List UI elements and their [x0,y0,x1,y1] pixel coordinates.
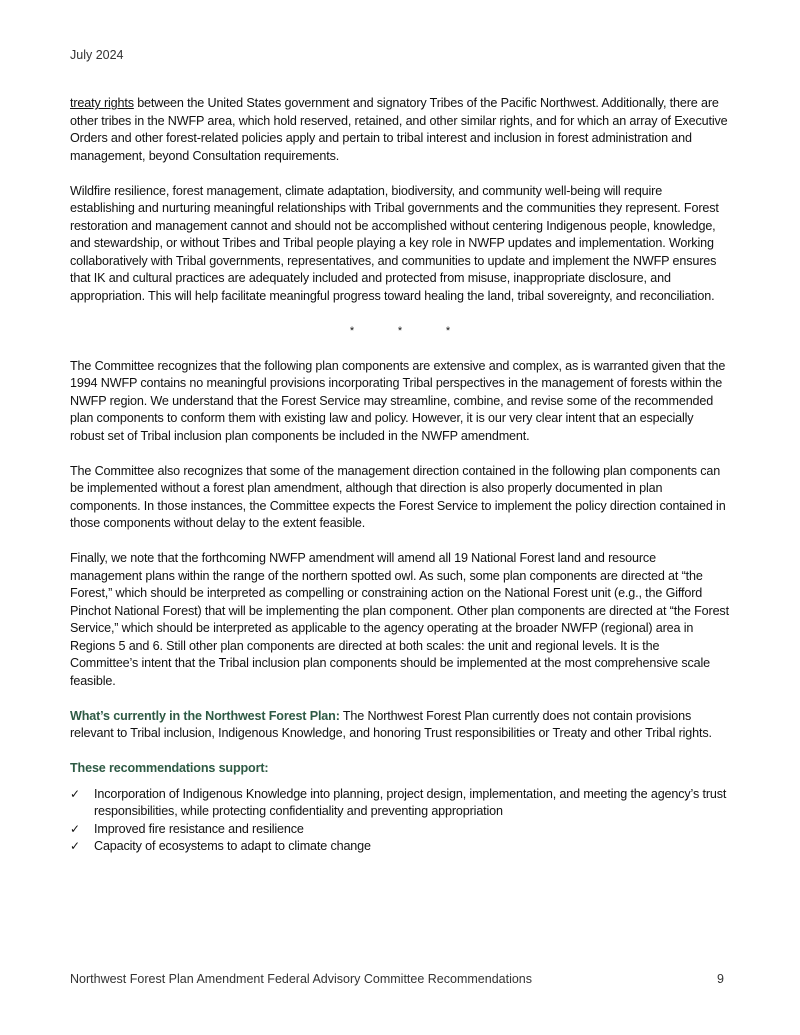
paragraph-treaty-rights [70,95,730,165]
paragraph-text: between the United States government and signatory Tribes of the Pacific Northwest. Additionally, there are other tribes in the NWFP area, which hold reserved, retained, and other similar rights, and for which an array of Executive Orders and other forest-related policies apply and pertain to tribal interest and inclusion in forest administration and management, beyond Consultation requirements. [70,96,728,163]
page-header-date: July 2024 [70,48,124,62]
treaty-rights-link[interactable]: treaty rights [70,96,134,110]
list-item-text: Incorporation of Indigenous Knowledge into planning, project design, implementation, and meeting the agency’s trust responsibilities, while protecting confidentiality and preventing appropriation [94,786,727,818]
list-item [70,821,730,839]
checkmark-icon: ✓ [70,821,80,836]
separator-asterisk: * [349,324,355,337]
supports-list [70,786,730,856]
page-footer [70,972,724,986]
current-plan-text: The Northwest Forest Plan currently does not contain provisions relevant to Tribal inclusion, Indigenous Knowledge, and honoring Trust responsibilities or Treaty and other Tribal rights. [70,708,712,740]
paragraph-wildfire-resilience: Wildfire resilience, forest management, climate adaptation, biodiversity, and community well-being will require establishing and nurturing meaningful relationships with Tribal governments and the communities they represent. Forest restoration and management cannot and should not be accomplished without centering Indigenous people, knowledge, and stewardship, or without Tribes and Tribal people playing a key role in NWFP updates and implementation. Working collaboratively with Tribal governments, representatives, and communities to update and implement the NWFP ensures that IK and cultural practices are adequately included and protected from misuse, inappropriate disclosure, and appropriation. This will help facilitate meaningful progress toward healing the land, tribal sovereignty, and reconciliation. [70,183,719,303]
checkmark-icon: ✓ [70,839,80,853]
paragraph-committee-recognizes: The Committee recognizes that the following plan components are extensive and complex, as is warranted given that the 1994 NWFP contains no meaningful provisions incorporating Tribal perspectives in the management of forests within the NWFP region. We understand that the Forest Service may streamline, combine, and revise some of the recommended plan components to conform them with existing law and policy. However, it is our very clear intent that an especially robust set of Tribal inclusion plan components be included in the NWFP amendment. [70,358,726,443]
current-plan-section [70,708,730,743]
page-number: 9 [717,972,724,986]
current-plan-heading: What’s currently in the Northwest Forest Plan: [70,708,340,723]
list-item [70,786,730,821]
list-item-text: Improved fire resistance and resilience [94,821,304,836]
document-body [70,95,730,856]
paragraph-finally: Finally, we note that the forthcoming NWFP amendment will amend all 19 National Forest land and resource management plans within the range of the northern spotted owl. As such, some plan components are directed at “the Forest,” which should be interpreted as compelling or constraining action on the National Forest unit (e.g., the Gifford Pinchot National Forest) that will be implementing the plan component. Other plan components are directed at “the Forest Service,” which should be interpreted as applicable to the agency operating at the broader NWFP (regional) area in Regions 5 and 6. Still other plan components are directed at both scales: the unit and regional levels. It is the Committee’s intent that the Tribal inclusion plan components should be implemented at the most comprehensive scale feasible. [70,551,729,688]
checkmark-icon: ✓ [70,786,80,801]
separator-asterisk: * [397,324,403,337]
supports-heading: These recommendations support: [70,761,269,775]
list-item-text: Capacity of ecosystems to adapt to climate change [94,839,371,853]
paragraph-committee-also-recognizes: The Committee also recognizes that some of the management direction contained in the following plan components can be implemented without a forest plan amendment, although that direction is also properly documented in plan components. In those instances, the Committee expects the Forest Service to implement the policy direction contained in those components without delay to the extent feasible. [70,463,726,530]
section-separator [70,323,730,341]
footer-title: Northwest Forest Plan Amendment Federal Advisory Committee Recommendations [70,972,532,986]
list-item [70,838,730,856]
separator-asterisk: * [445,324,451,337]
